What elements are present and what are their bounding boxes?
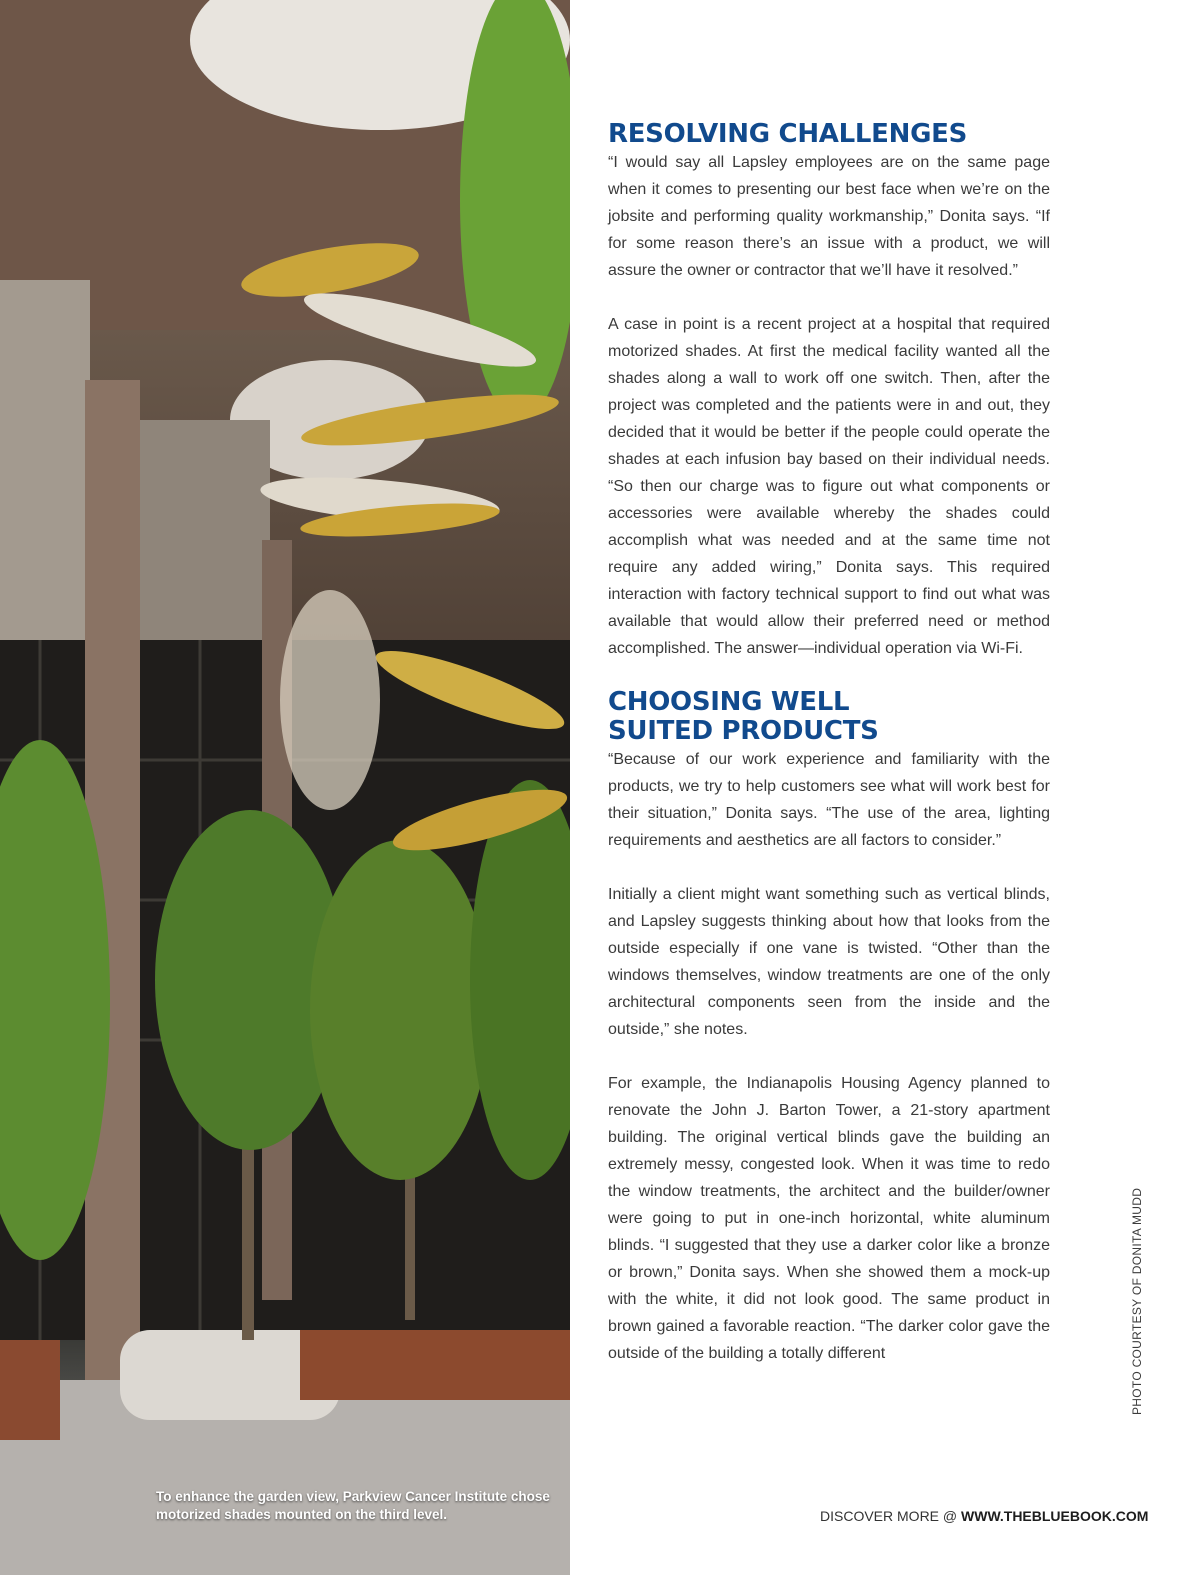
paragraph: “Because of our work experience and familiarity with the products, we try to help customers see what will work best for their situation,” Donita says. “The use of the area, lighting requirements and aesthetics are all factors to consider.” <box>608 751 1050 849</box>
footer-prefix: DISCOVER MORE @ <box>820 1508 958 1524</box>
atrium-photo <box>0 0 570 1575</box>
heading-line: CHOOSING WELL <box>608 687 850 717</box>
article-body <box>608 120 1050 1367</box>
wood-bench <box>300 1330 570 1400</box>
paragraph: Initially a client might want something such as vertical blinds, and Lapsley suggests thinking about how that looks from the outside especially if one vane is twisted. “Other than the windows themselves, window treatments are one of the only architectural components seen from the inside and the outside,” she notes. <box>608 886 1050 1038</box>
paragraph: For example, the Indianapolis Housing Agency planned to renovate the John J. Barton Tower, a 21-story apartment building. The original vertical blinds gave the building an extremely messy, congested look. When it was time to redo the window treatments, the architect and the builder/owner were going to put in one-inch horizontal, white aluminum blinds. “I suggested that they use a darker color like a bronze or brown,” Donita says. When she showed them a mock-up with the white, it did not look good. The same product in brown gained a favorable reaction. “The darker color gave the outside of the building a totally different <box>608 1075 1050 1362</box>
wood-bench-left <box>0 1340 60 1440</box>
footer-url-link[interactable]: WWW.THEBLUEBOOK.COM <box>961 1508 1149 1524</box>
paragraph: A case in point is a recent project at a hospital that required motorized shades. At first the medical facility wanted all the shades along a wall to work off one switch. Then, after the project was completed and the patients were in and out, they decided that it would be better if the people could operate the shades at each infusion bay based on their individual needs. “So then our charge was to figure out what components or accessories were available whereby the shades could accomplish what was needed and at the same time not require any added wiring,” Donita says. This required interaction with factory technical support to find out what was available that would allow their preferred need or method accomplished. The answer—individual operation via Wi-Fi. <box>608 316 1050 657</box>
wall-panel-left <box>0 280 90 640</box>
heading-choosing-well-suited-products <box>608 688 1050 746</box>
photo-credit: PHOTO COURTESY OF DONITA MUDD <box>1130 1187 1144 1415</box>
heading-resolving-challenges: RESOLVING CHALLENGES <box>608 119 967 149</box>
atrium-illustration <box>0 0 570 1575</box>
wall-panel-mid <box>130 420 270 650</box>
footer <box>820 1508 1148 1524</box>
heading-line: SUITED PRODUCTS <box>608 716 879 746</box>
paragraph: “I would say all Lapsley employees are on the same page when it comes to presenting our best face when we’re on the jobsite and performing quality workmanship,” Donita says. “If for some reason there’s an issue with a product, we will assure the owner or contractor that we’ll have it resolved.” <box>608 154 1050 279</box>
photo-caption: To enhance the garden view, Parkview Cancer Institute chose motorized shades mounted on the third level. <box>156 1489 550 1522</box>
